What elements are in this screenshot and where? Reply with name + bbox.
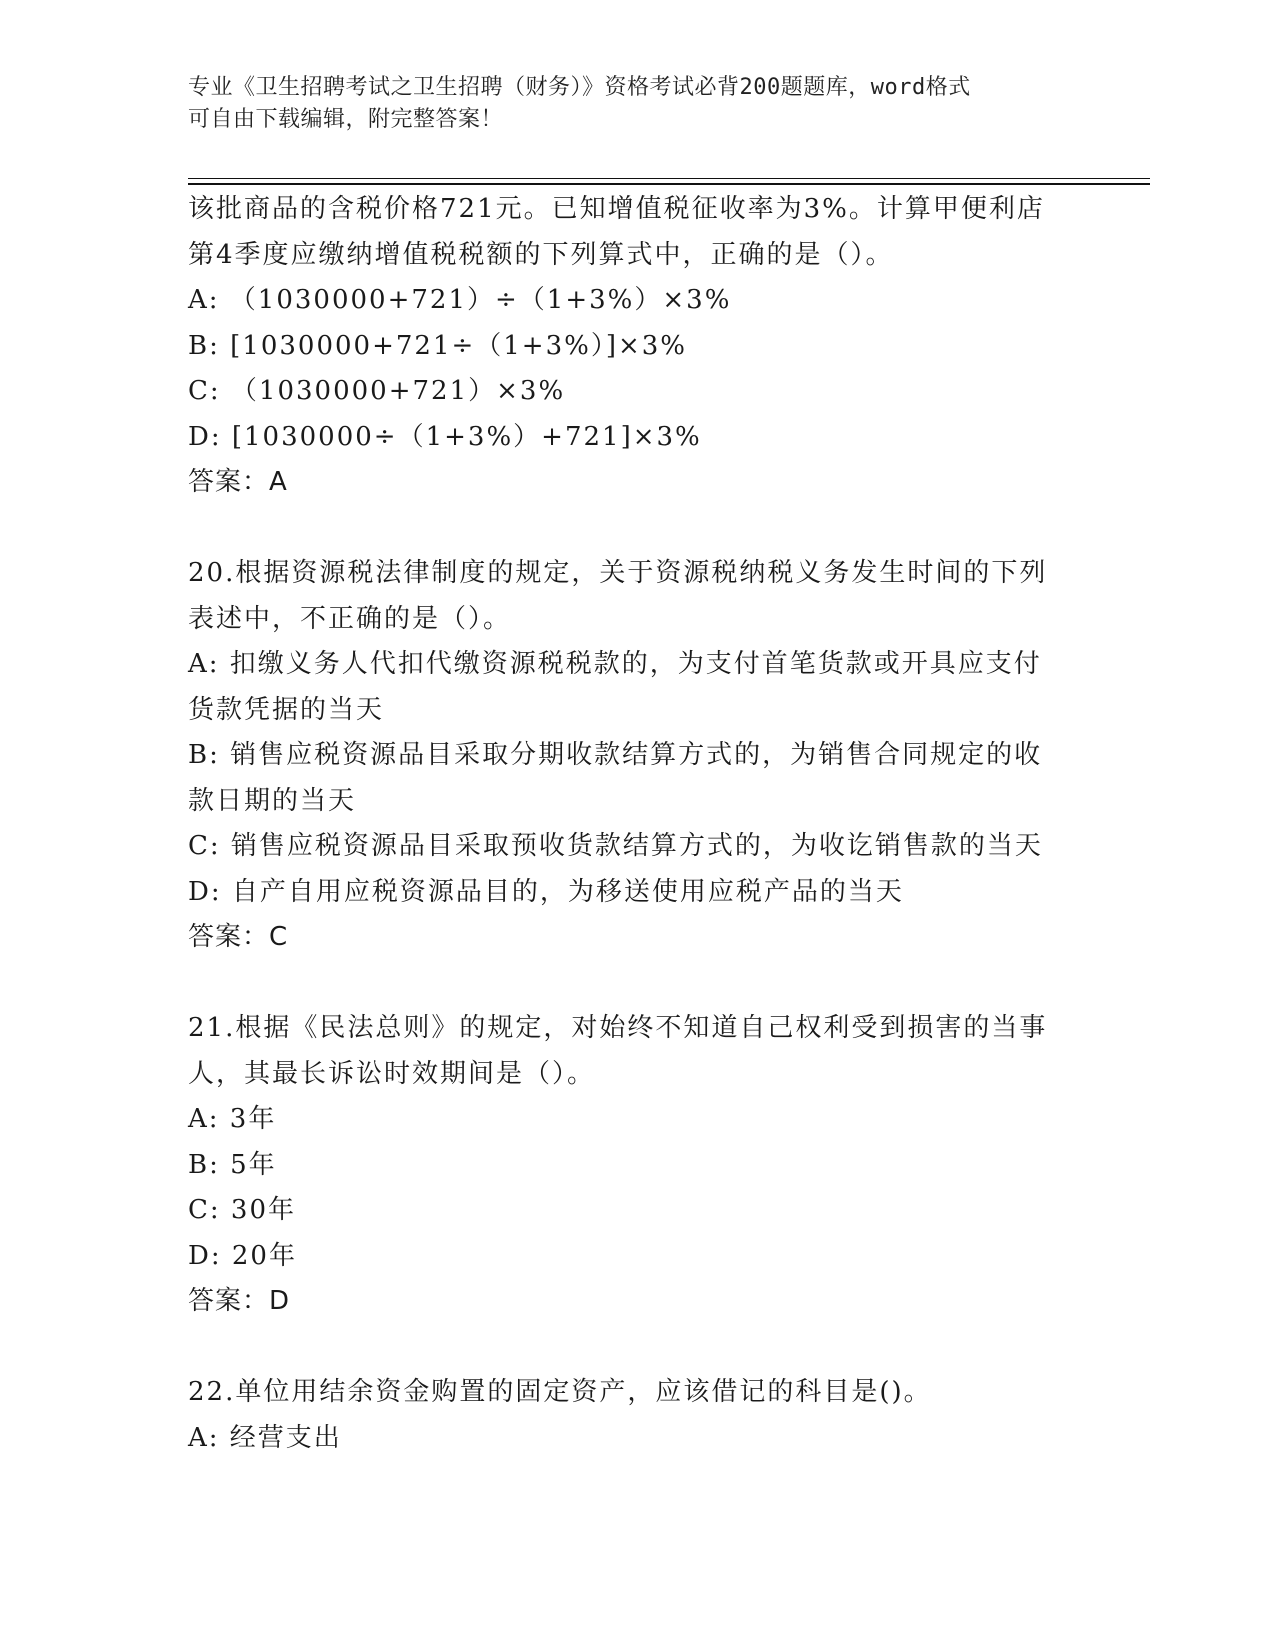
question-stem: 人，其最长诉讼时效期间是（）。 bbox=[188, 1058, 596, 1089]
question-22 bbox=[188, 1370, 1088, 1461]
answer-text: 答案：A bbox=[188, 467, 288, 497]
header-title-line-2: 可自由下载编辑，附完整答案！ bbox=[188, 107, 504, 132]
question-stem: 表述中，不正确的是（）。 bbox=[188, 603, 512, 634]
header-divider-thin bbox=[188, 178, 1150, 179]
question-content bbox=[188, 187, 1088, 1461]
header-divider-thick bbox=[188, 183, 1150, 185]
option-c: C: 30年 bbox=[188, 1195, 297, 1225]
option-a: A: （1030000+721）÷（1+3%）×3% bbox=[188, 285, 732, 315]
option-b: B: 5年 bbox=[188, 1149, 277, 1180]
spacer bbox=[188, 1325, 1088, 1371]
header-title-line-1: 专业《卫生招聘考试之卫生招聘（财务）》资格考试必背200题题库，word格式 bbox=[188, 75, 971, 100]
answer-text: 答案：D bbox=[188, 1286, 291, 1316]
option-a: A: 扣缴义务人代扣代缴资源税税款的，为支付首笔货款或开具应支付 bbox=[188, 649, 1042, 679]
question-stem: 22.单位用结余资金购置的固定资产，应该借记的科目是()。 bbox=[188, 1377, 932, 1407]
option-d: D: [1030000÷（1+3%）+721]×3% bbox=[188, 421, 702, 452]
question-stem: 该批商品的含税价格721元。已知增值税征收率为3%。计算甲便利店 bbox=[188, 194, 1045, 224]
question-21 bbox=[188, 1006, 1088, 1325]
option-a-continued: 货款凭据的当天 bbox=[188, 694, 385, 725]
option-b: B: [1030000+721÷（1+3%）]×3% bbox=[188, 330, 688, 361]
question-stem: 第4季度应缴纳增值税税额的下列算式中，正确的是（）。 bbox=[188, 239, 894, 270]
option-b-continued: 款日期的当天 bbox=[188, 785, 357, 816]
option-a: A: 经营支出 bbox=[188, 1422, 342, 1453]
question-20 bbox=[188, 551, 1088, 961]
option-c: C: 销售应税资源品目采取预收货款结算方式的，为收讫销售款的当天 bbox=[188, 831, 1043, 861]
question-stem: 20.根据资源税法律制度的规定，关于资源税纳税义务发生时间的下列 bbox=[188, 558, 1048, 588]
spacer bbox=[188, 961, 1088, 1007]
spacer bbox=[188, 506, 1088, 552]
option-b: B: 销售应税资源品目采取分期收款结算方式的，为销售合同规定的收 bbox=[188, 740, 1043, 770]
option-d: D: 自产自用应税资源品目的，为移送使用应税产品的当天 bbox=[188, 876, 904, 907]
document-header bbox=[188, 72, 1088, 136]
question-19 bbox=[188, 187, 1088, 506]
option-a: A: 3年 bbox=[188, 1104, 277, 1134]
answer-text: 答案：C bbox=[188, 922, 289, 952]
option-c: C: （1030000+721）×3% bbox=[188, 376, 566, 406]
question-stem: 21.根据《民法总则》的规定，对始终不知道自己权利受到损害的当事 bbox=[188, 1013, 1048, 1043]
option-d: D: 20年 bbox=[188, 1240, 297, 1271]
